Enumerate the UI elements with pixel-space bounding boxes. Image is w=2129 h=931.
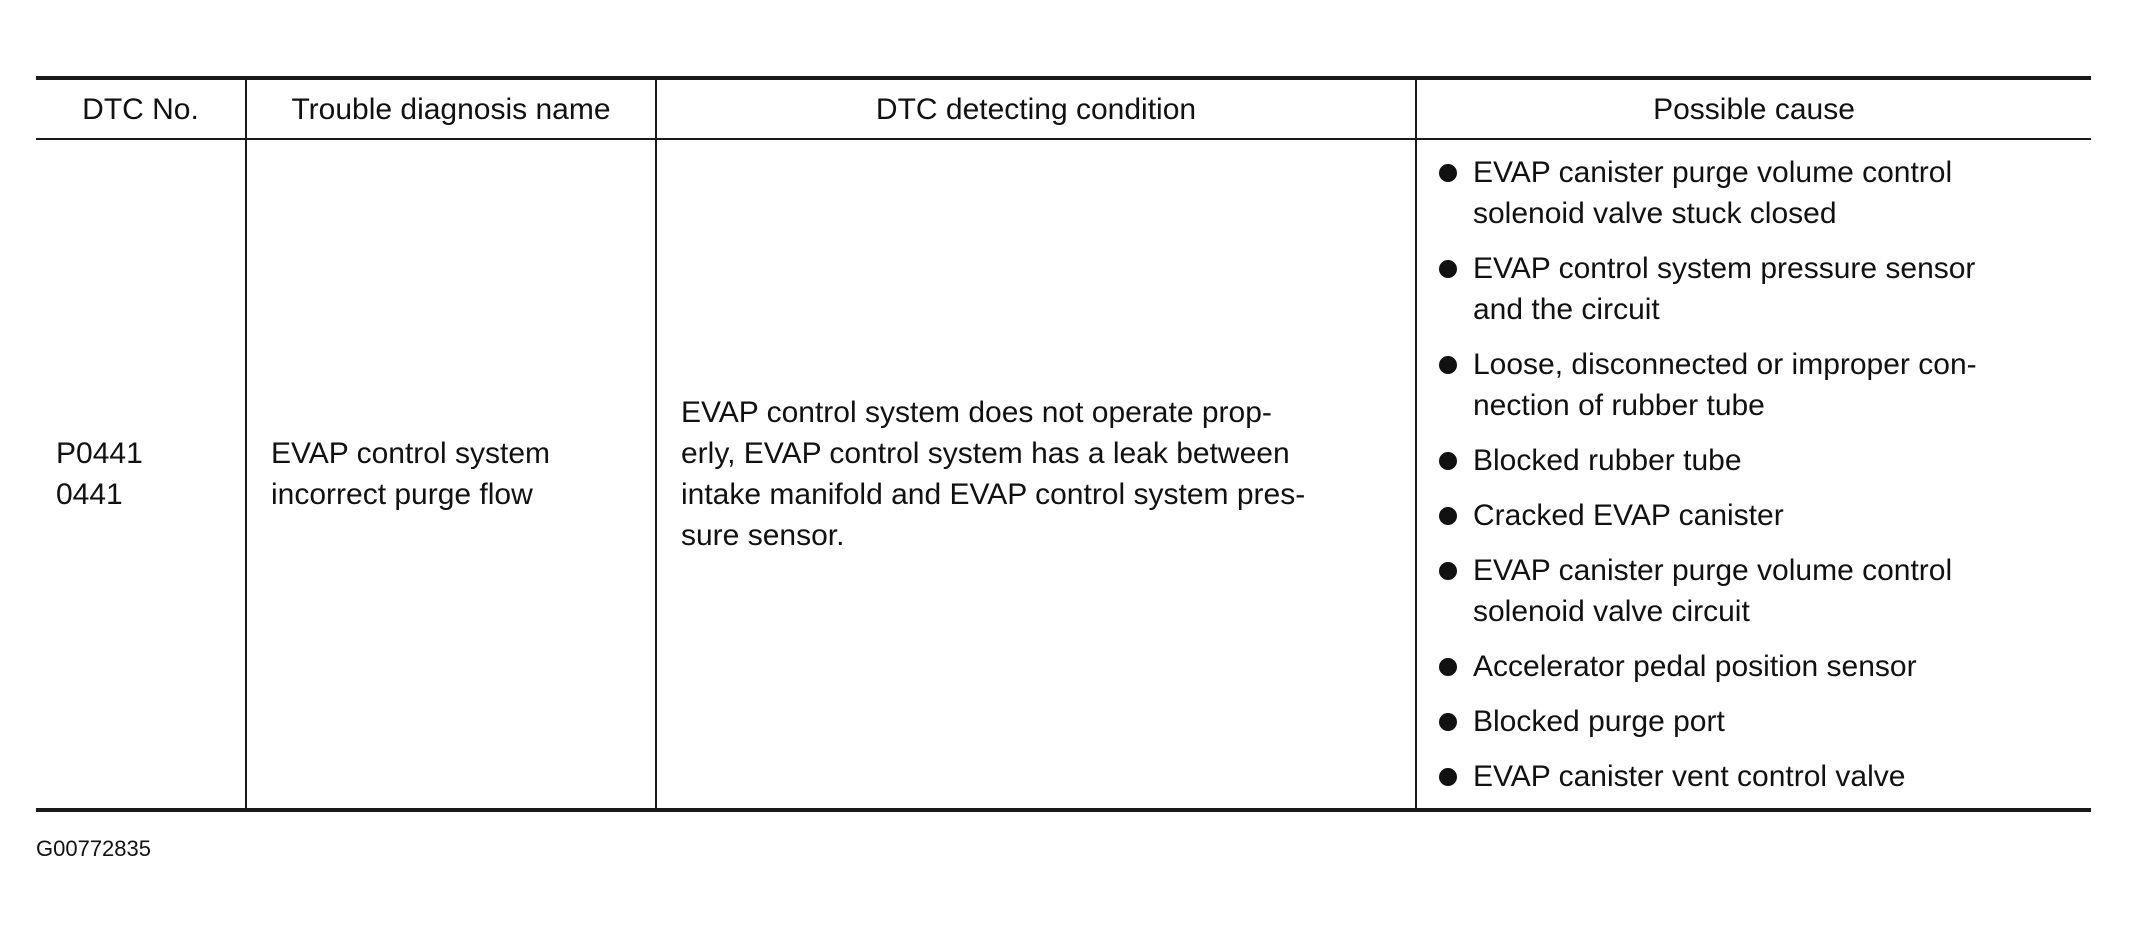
- figure-id: G00772835: [36, 836, 151, 861]
- bullet-icon: [1439, 356, 1457, 374]
- list-item: [1437, 248, 2071, 330]
- diagnosis-name-line: incorrect purge flow: [271, 478, 533, 511]
- header-possible-cause: Possible cause: [1416, 78, 2091, 139]
- cause-text: EVAP canister purge volume control: [1473, 156, 1953, 189]
- header-row: [36, 78, 2091, 139]
- condition-line: intake manifold and EVAP control system pres-: [681, 478, 1306, 511]
- header-dtc-detecting-condition: DTC detecting condition: [656, 78, 1416, 139]
- list-item: [1437, 701, 2071, 742]
- condition-line: sure sensor.: [681, 519, 845, 552]
- cause-text: Blocked purge port: [1473, 705, 1725, 738]
- cause-text: Blocked rubber tube: [1473, 444, 1742, 477]
- list-item: [1437, 550, 2071, 632]
- cause-text: EVAP control system pressure sensor: [1473, 252, 1976, 285]
- condition-line: erly, EVAP control system has a leak between: [681, 437, 1290, 470]
- trouble-diagnosis-name-cell: [246, 139, 656, 810]
- bullet-icon: [1439, 768, 1457, 786]
- detecting-condition-cell: [656, 139, 1416, 810]
- bullet-icon: [1439, 260, 1457, 278]
- cause-text: Loose, disconnected or improper con-: [1473, 348, 1977, 381]
- list-item: [1437, 756, 2071, 797]
- table-row: [36, 139, 2091, 810]
- possible-cause-cell: [1416, 139, 2091, 810]
- list-item: [1437, 344, 2071, 426]
- cause-text: EVAP canister vent control valve: [1473, 760, 1906, 793]
- list-item: [1437, 152, 2071, 234]
- bullet-icon: [1439, 164, 1457, 182]
- list-item: [1437, 495, 2071, 536]
- cause-text: EVAP canister purge volume control: [1473, 554, 1953, 587]
- cause-text: solenoid valve stuck closed: [1473, 197, 1837, 230]
- condition-line: EVAP control system does not operate prop-: [681, 396, 1272, 429]
- dtc-code: P0441: [56, 437, 143, 470]
- cause-text: and the circuit: [1473, 293, 1660, 326]
- cause-text: nection of rubber tube: [1473, 389, 1765, 422]
- dtc-number-cell: [36, 139, 246, 810]
- header-trouble-diagnosis-name: Trouble diagnosis name: [246, 78, 656, 139]
- cause-text: Accelerator pedal position sensor: [1473, 650, 1917, 683]
- possible-cause-list: [1437, 140, 2071, 805]
- dtc-code-short: 0441: [56, 478, 123, 511]
- table-header: [36, 78, 2091, 139]
- bullet-icon: [1439, 452, 1457, 470]
- list-item: [1437, 646, 2071, 687]
- dtc-table: [36, 76, 2091, 812]
- bullet-icon: [1439, 658, 1457, 676]
- header-dtc-no: DTC No.: [36, 78, 246, 139]
- cause-text: Cracked EVAP canister: [1473, 499, 1784, 532]
- cause-text: solenoid valve circuit: [1473, 595, 1750, 628]
- diagnosis-name-line: EVAP control system: [271, 437, 550, 470]
- bullet-icon: [1439, 507, 1457, 525]
- table-body: [36, 139, 2091, 810]
- list-item: [1437, 440, 2071, 481]
- bullet-icon: [1439, 713, 1457, 731]
- bullet-icon: [1439, 562, 1457, 580]
